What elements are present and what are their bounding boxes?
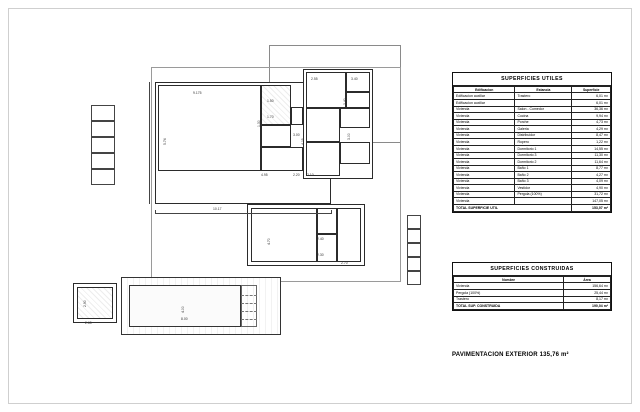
table-row: Vivienda Vestidor 4,90 m² — [454, 185, 611, 192]
table-row: Vivienda Porche 4,73 m² — [454, 119, 611, 126]
room-ropero — [291, 107, 303, 125]
room-galeria — [261, 125, 291, 147]
pool-steps — [241, 285, 257, 327]
col-header-nombre: Nombre — [454, 277, 564, 283]
room-cocina — [261, 85, 291, 125]
dim-bottom-main: 10.17 — [213, 207, 222, 211]
col-header-area: Área — [564, 277, 611, 283]
left-bay-2 — [91, 121, 115, 137]
table-row: Vivienda Cocina 9,94 m² — [454, 113, 611, 120]
dimline-bottom-main — [155, 213, 331, 214]
table-utiles — [453, 86, 611, 212]
table-total-row — [454, 205, 611, 212]
dim-mid-4: 4.95 — [261, 173, 268, 177]
table-construidas — [453, 276, 611, 310]
table-utiles-title: SUPERFICIES UTILES — [453, 73, 611, 86]
col-header-edificacion: Edificacion — [454, 87, 515, 93]
pool-step-line-3 — [241, 311, 257, 312]
table-row: Vivienda 156,64 m² — [454, 283, 611, 290]
dim-mid-1: 1.50 — [267, 99, 274, 103]
dim-mid-14: 4.70 — [267, 238, 271, 245]
col-header-superficie: Superficie — [572, 87, 611, 93]
dim-mid-5: 2.20 — [293, 173, 300, 177]
room-annex-bath — [317, 208, 337, 234]
total-value-utiles: 153,07 m² — [572, 205, 611, 212]
table-row: Edificacion auxiliar 6,01 m² — [454, 100, 611, 107]
room-salon-comedor — [158, 85, 261, 171]
room-dormitorio-2 — [306, 108, 340, 142]
table-row: Pergola (100%) 25,44 m² — [454, 290, 611, 297]
pool-step-line-4 — [241, 319, 257, 320]
dim-mid-15: 2.70 — [341, 261, 348, 265]
total-label-utiles: TOTAL SUPERFICIE UTIL — [454, 205, 572, 212]
pavimentacion-note: PAVIMENTACION EXTERIOR 135,76 m² — [452, 352, 569, 358]
total-label-construidas: TOTAL SUP. CONSTRUIDA — [454, 303, 564, 310]
dim-mid-12: 4.05 — [301, 138, 305, 145]
table-superficies-utiles — [452, 72, 612, 213]
table-row: Vivienda Ropero 1,22 m² — [454, 139, 611, 146]
dimtick-left — [155, 210, 156, 214]
room-distribuidor — [261, 147, 303, 171]
room-bano-3 — [340, 142, 370, 164]
table-row: Edificacion auxiliar Trastero 6,01 m² — [454, 93, 611, 100]
floor-plan-drawing — [55, 45, 430, 375]
table-row: Vivienda Dormitorio 2 11,64 m² — [454, 159, 611, 166]
table-row: Vivienda Dormitorio 3 11,30 m² — [454, 152, 611, 159]
right-bay-2 — [407, 229, 421, 243]
table-row: Trastero 8,17 m² — [454, 296, 611, 303]
dim-trastero-w: 2.65 — [85, 321, 92, 325]
right-bay-1 — [407, 215, 421, 229]
dim-mid-16: 2.30 — [317, 253, 324, 257]
dim-mid-17: 4.00 — [181, 306, 185, 313]
table-superficies-construidas — [452, 262, 612, 311]
room-bano-1 — [346, 72, 370, 92]
table-row: Vivienda Baño 3 4,09 m² — [454, 178, 611, 185]
left-bay-1 — [91, 105, 115, 121]
table-row: Vivienda Baño 1 8,77 m² — [454, 165, 611, 172]
dim-trastero-h: 2.90 — [83, 300, 87, 307]
pool-step-line-1 — [241, 295, 257, 296]
left-bay-4 — [91, 153, 115, 169]
dimline-left-main — [149, 82, 150, 204]
dim-salon-h: 5.74 — [163, 138, 167, 145]
table-construidas-title: SUPERFICIES CONSTRUIDAS — [453, 263, 611, 276]
total-value-construidas: 190,04 m² — [564, 303, 611, 310]
right-bay-5 — [407, 271, 421, 285]
room-annex-right — [337, 208, 361, 262]
table-row: Vivienda Galeria 4,29 m² — [454, 126, 611, 133]
right-bay-4 — [407, 257, 421, 271]
dim-mid-7: 1.30 — [257, 120, 261, 127]
dimtick-right — [331, 210, 332, 214]
room-vestidor — [346, 92, 370, 108]
table-row: Vivienda Baño 2 4,27 m² — [454, 172, 611, 179]
dim-mid-10: 3.40 — [343, 98, 347, 105]
table-row: Vivienda Dormitorio 1 14,55 m² — [454, 145, 611, 152]
left-bay-3 — [91, 137, 115, 153]
dim-mid-6: 2.10 — [307, 173, 314, 177]
table-total-row — [454, 303, 611, 310]
room-porche — [251, 208, 317, 262]
room-dormitorio-3 — [306, 142, 340, 176]
dim-mid-8: 2.55 — [311, 77, 318, 81]
table-row: Vivienda Pergola (100%) 31,72 m² — [454, 191, 611, 198]
pool-step-line-2 — [241, 303, 257, 304]
table-row: Vivienda Salon - Comedor 36,36 m² — [454, 106, 611, 113]
dim-mid-2: 1.70 — [267, 115, 274, 119]
table-row: Vivienda 147,05 m² — [454, 198, 611, 205]
dim-mid-13: 2.40 — [317, 237, 324, 241]
left-bay-5 — [91, 169, 115, 185]
dim-mid-11: 3.00 — [347, 133, 351, 140]
right-bay-3 — [407, 243, 421, 257]
dim-pool-w: 8.00 — [181, 317, 188, 321]
dim-salon-w: 9.175 — [193, 91, 202, 95]
table-row: Vivienda Distribuidor 8,47 m² — [454, 132, 611, 139]
col-header-estancia: Estancia — [515, 87, 572, 93]
room-bano-2 — [340, 108, 370, 128]
dim-mid-3: 3.00 — [293, 133, 300, 137]
dim-mid-9: 3.40 — [351, 77, 358, 81]
